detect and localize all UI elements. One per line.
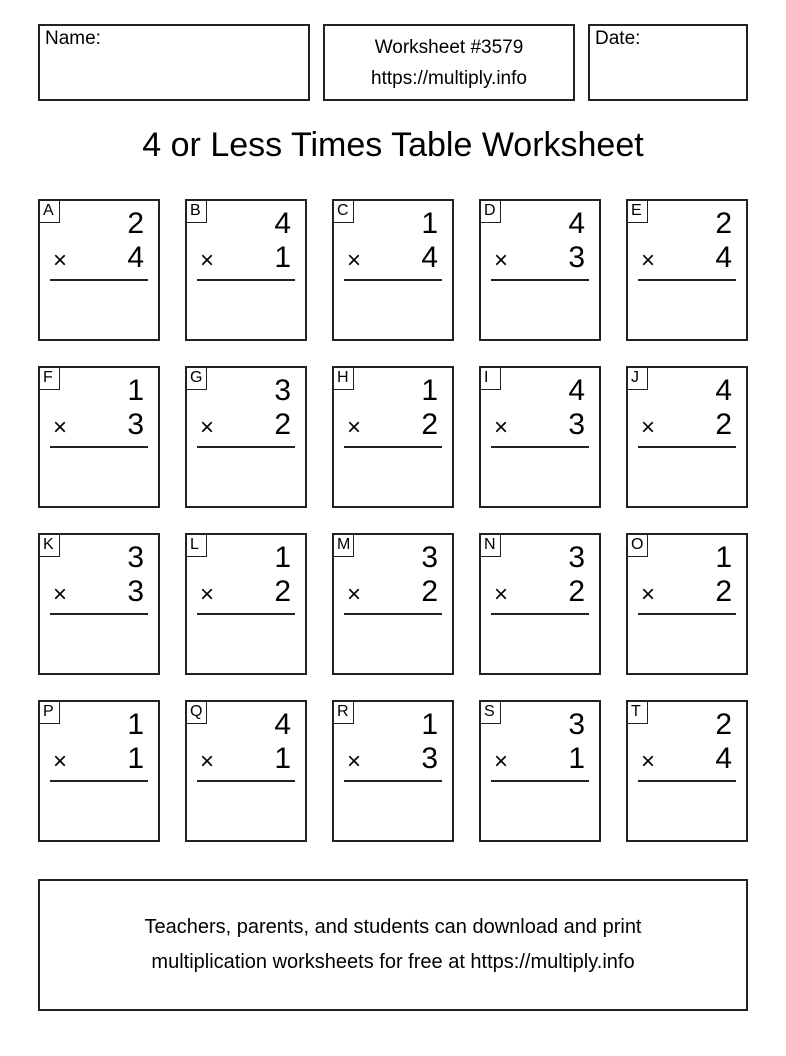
multiplier: 2 — [274, 408, 291, 441]
times-sign: × — [641, 414, 656, 441]
multiplier: 3 — [568, 408, 585, 441]
times-sign: × — [641, 748, 656, 775]
answer-line — [491, 780, 589, 782]
multiplier: 4 — [715, 241, 732, 274]
problem-cell[interactable] — [185, 366, 307, 508]
problem-letter: D — [481, 201, 501, 223]
answer-area[interactable] — [187, 784, 305, 840]
problem-letter: G — [187, 368, 207, 390]
multiplier: 2 — [715, 408, 732, 441]
problem-letter: P — [40, 702, 60, 724]
problem-letter: T — [628, 702, 648, 724]
times-sign: × — [200, 414, 215, 441]
answer-line — [197, 279, 295, 281]
answer-area[interactable] — [40, 784, 158, 840]
answer-area[interactable] — [40, 450, 158, 506]
times-sign: × — [53, 748, 68, 775]
worksheet-info-box — [323, 24, 575, 101]
times-sign: × — [53, 247, 68, 274]
multiplicand: 3 — [274, 374, 291, 407]
problem-cell[interactable] — [332, 366, 454, 508]
problem-letter: A — [40, 201, 60, 223]
worksheet-url[interactable]: https://multiply.info — [371, 67, 527, 89]
problem-cell[interactable] — [185, 700, 307, 842]
times-sign: × — [200, 247, 215, 274]
times-sign: × — [494, 414, 509, 441]
answer-area[interactable] — [628, 617, 746, 673]
multiplicand: 2 — [715, 708, 732, 741]
times-sign: × — [200, 581, 215, 608]
multiplier: 4 — [421, 241, 438, 274]
multiplicand: 4 — [274, 207, 291, 240]
problem-letter: B — [187, 201, 207, 223]
multiplicand: 1 — [715, 541, 732, 574]
answer-area[interactable] — [40, 617, 158, 673]
multiplicand: 1 — [421, 374, 438, 407]
footer-line-1: Teachers, parents, and students can download and print — [144, 916, 642, 938]
problem-letter: K — [40, 535, 60, 557]
answer-area[interactable] — [628, 784, 746, 840]
answer-area[interactable] — [334, 450, 452, 506]
worksheet-number: Worksheet #3579 — [374, 36, 524, 58]
problem-cell[interactable] — [38, 533, 160, 675]
multiplicand: 2 — [127, 207, 144, 240]
answer-line — [638, 446, 736, 448]
answer-line — [638, 279, 736, 281]
answer-area[interactable] — [481, 617, 599, 673]
name-box[interactable] — [38, 24, 310, 101]
multiplicand: 4 — [568, 374, 585, 407]
times-sign: × — [494, 247, 509, 274]
problem-letter: O — [628, 535, 648, 557]
problem-letter: I — [481, 368, 501, 390]
multiplicand: 1 — [421, 207, 438, 240]
times-sign: × — [347, 414, 362, 441]
multiplier: 2 — [274, 575, 291, 608]
problem-cell[interactable] — [626, 700, 748, 842]
problem-cell[interactable] — [479, 700, 601, 842]
problem-letter: J — [628, 368, 648, 390]
answer-area[interactable] — [334, 617, 452, 673]
footer-line-2: multiplication worksheets for free at https://multiply.info — [151, 951, 635, 973]
multiplicand: 4 — [274, 708, 291, 741]
times-sign: × — [347, 748, 362, 775]
problem-cell[interactable] — [479, 366, 601, 508]
multiplier: 2 — [715, 575, 732, 608]
times-sign: × — [347, 247, 362, 274]
problem-letter: E — [628, 201, 648, 223]
problem-cell[interactable] — [626, 533, 748, 675]
multiplicand: 3 — [568, 541, 585, 574]
answer-line — [638, 613, 736, 615]
problem-cell[interactable] — [185, 199, 307, 341]
answer-area[interactable] — [40, 283, 158, 339]
multiplicand: 1 — [127, 374, 144, 407]
answer-line — [491, 279, 589, 281]
date-label: Date: — [595, 28, 641, 49]
date-box[interactable] — [588, 24, 748, 101]
problem-cell[interactable] — [479, 533, 601, 675]
problem-cell[interactable] — [626, 366, 748, 508]
multiplier: 1 — [274, 241, 291, 274]
answer-area[interactable] — [334, 784, 452, 840]
times-sign: × — [347, 581, 362, 608]
footer-box — [38, 879, 748, 1011]
answer-line — [491, 446, 589, 448]
problem-cell[interactable] — [38, 366, 160, 508]
multiplicand: 4 — [568, 207, 585, 240]
answer-line — [50, 613, 148, 615]
multiplier: 3 — [421, 742, 438, 775]
answer-area[interactable] — [481, 784, 599, 840]
multiplier: 4 — [715, 742, 732, 775]
problem-letter: F — [40, 368, 60, 390]
times-sign: × — [200, 748, 215, 775]
answer-line — [638, 780, 736, 782]
multiplicand: 3 — [568, 708, 585, 741]
times-sign: × — [641, 247, 656, 274]
answer-line — [344, 279, 442, 281]
problem-letter: H — [334, 368, 354, 390]
problem-letter: M — [334, 535, 354, 557]
answer-area[interactable] — [481, 450, 599, 506]
answer-area[interactable] — [481, 283, 599, 339]
answer-area[interactable] — [187, 450, 305, 506]
answer-line — [50, 279, 148, 281]
multiplicand: 1 — [274, 541, 291, 574]
problem-cell[interactable] — [332, 700, 454, 842]
times-sign: × — [641, 581, 656, 608]
problem-cell[interactable] — [38, 199, 160, 341]
problem-letter: C — [334, 201, 354, 223]
problem-letter: Q — [187, 702, 207, 724]
answer-line — [344, 613, 442, 615]
problem-cell[interactable] — [38, 700, 160, 842]
multiplier: 2 — [568, 575, 585, 608]
problem-cell[interactable] — [332, 533, 454, 675]
multiplier: 4 — [127, 241, 144, 274]
multiplicand: 1 — [421, 708, 438, 741]
answer-area[interactable] — [628, 450, 746, 506]
answer-line — [197, 780, 295, 782]
answer-area[interactable] — [187, 617, 305, 673]
multiplicand: 2 — [715, 207, 732, 240]
multiplicand: 4 — [715, 374, 732, 407]
answer-line — [344, 780, 442, 782]
answer-line — [344, 446, 442, 448]
answer-area[interactable] — [334, 283, 452, 339]
multiplier: 2 — [421, 408, 438, 441]
multiplicand: 1 — [127, 708, 144, 741]
answer-line — [197, 446, 295, 448]
answer-line — [491, 613, 589, 615]
multiplier: 3 — [127, 575, 144, 608]
times-sign: × — [53, 414, 68, 441]
answer-line — [197, 613, 295, 615]
multiplicand: 3 — [127, 541, 144, 574]
multiplier: 1 — [274, 742, 291, 775]
times-sign: × — [494, 748, 509, 775]
times-sign: × — [494, 581, 509, 608]
times-sign: × — [53, 581, 68, 608]
problem-cell[interactable] — [479, 199, 601, 341]
problem-letter: R — [334, 702, 354, 724]
problem-cell[interactable] — [332, 199, 454, 341]
problem-letter: S — [481, 702, 501, 724]
problem-letter: L — [187, 535, 207, 557]
name-label: Name: — [45, 28, 101, 49]
multiplier: 2 — [421, 575, 438, 608]
multiplier: 3 — [568, 241, 585, 274]
answer-line — [50, 780, 148, 782]
multiplier: 1 — [127, 742, 144, 775]
answer-line — [50, 446, 148, 448]
multiplier: 3 — [127, 408, 144, 441]
page-title: 4 or Less Times Table Worksheet — [142, 126, 644, 164]
multiplier: 1 — [568, 742, 585, 775]
answer-area[interactable] — [187, 283, 305, 339]
answer-area[interactable] — [628, 283, 746, 339]
multiplicand: 3 — [421, 541, 438, 574]
problem-cell[interactable] — [185, 533, 307, 675]
problem-letter: N — [481, 535, 501, 557]
problem-cell[interactable] — [626, 199, 748, 341]
